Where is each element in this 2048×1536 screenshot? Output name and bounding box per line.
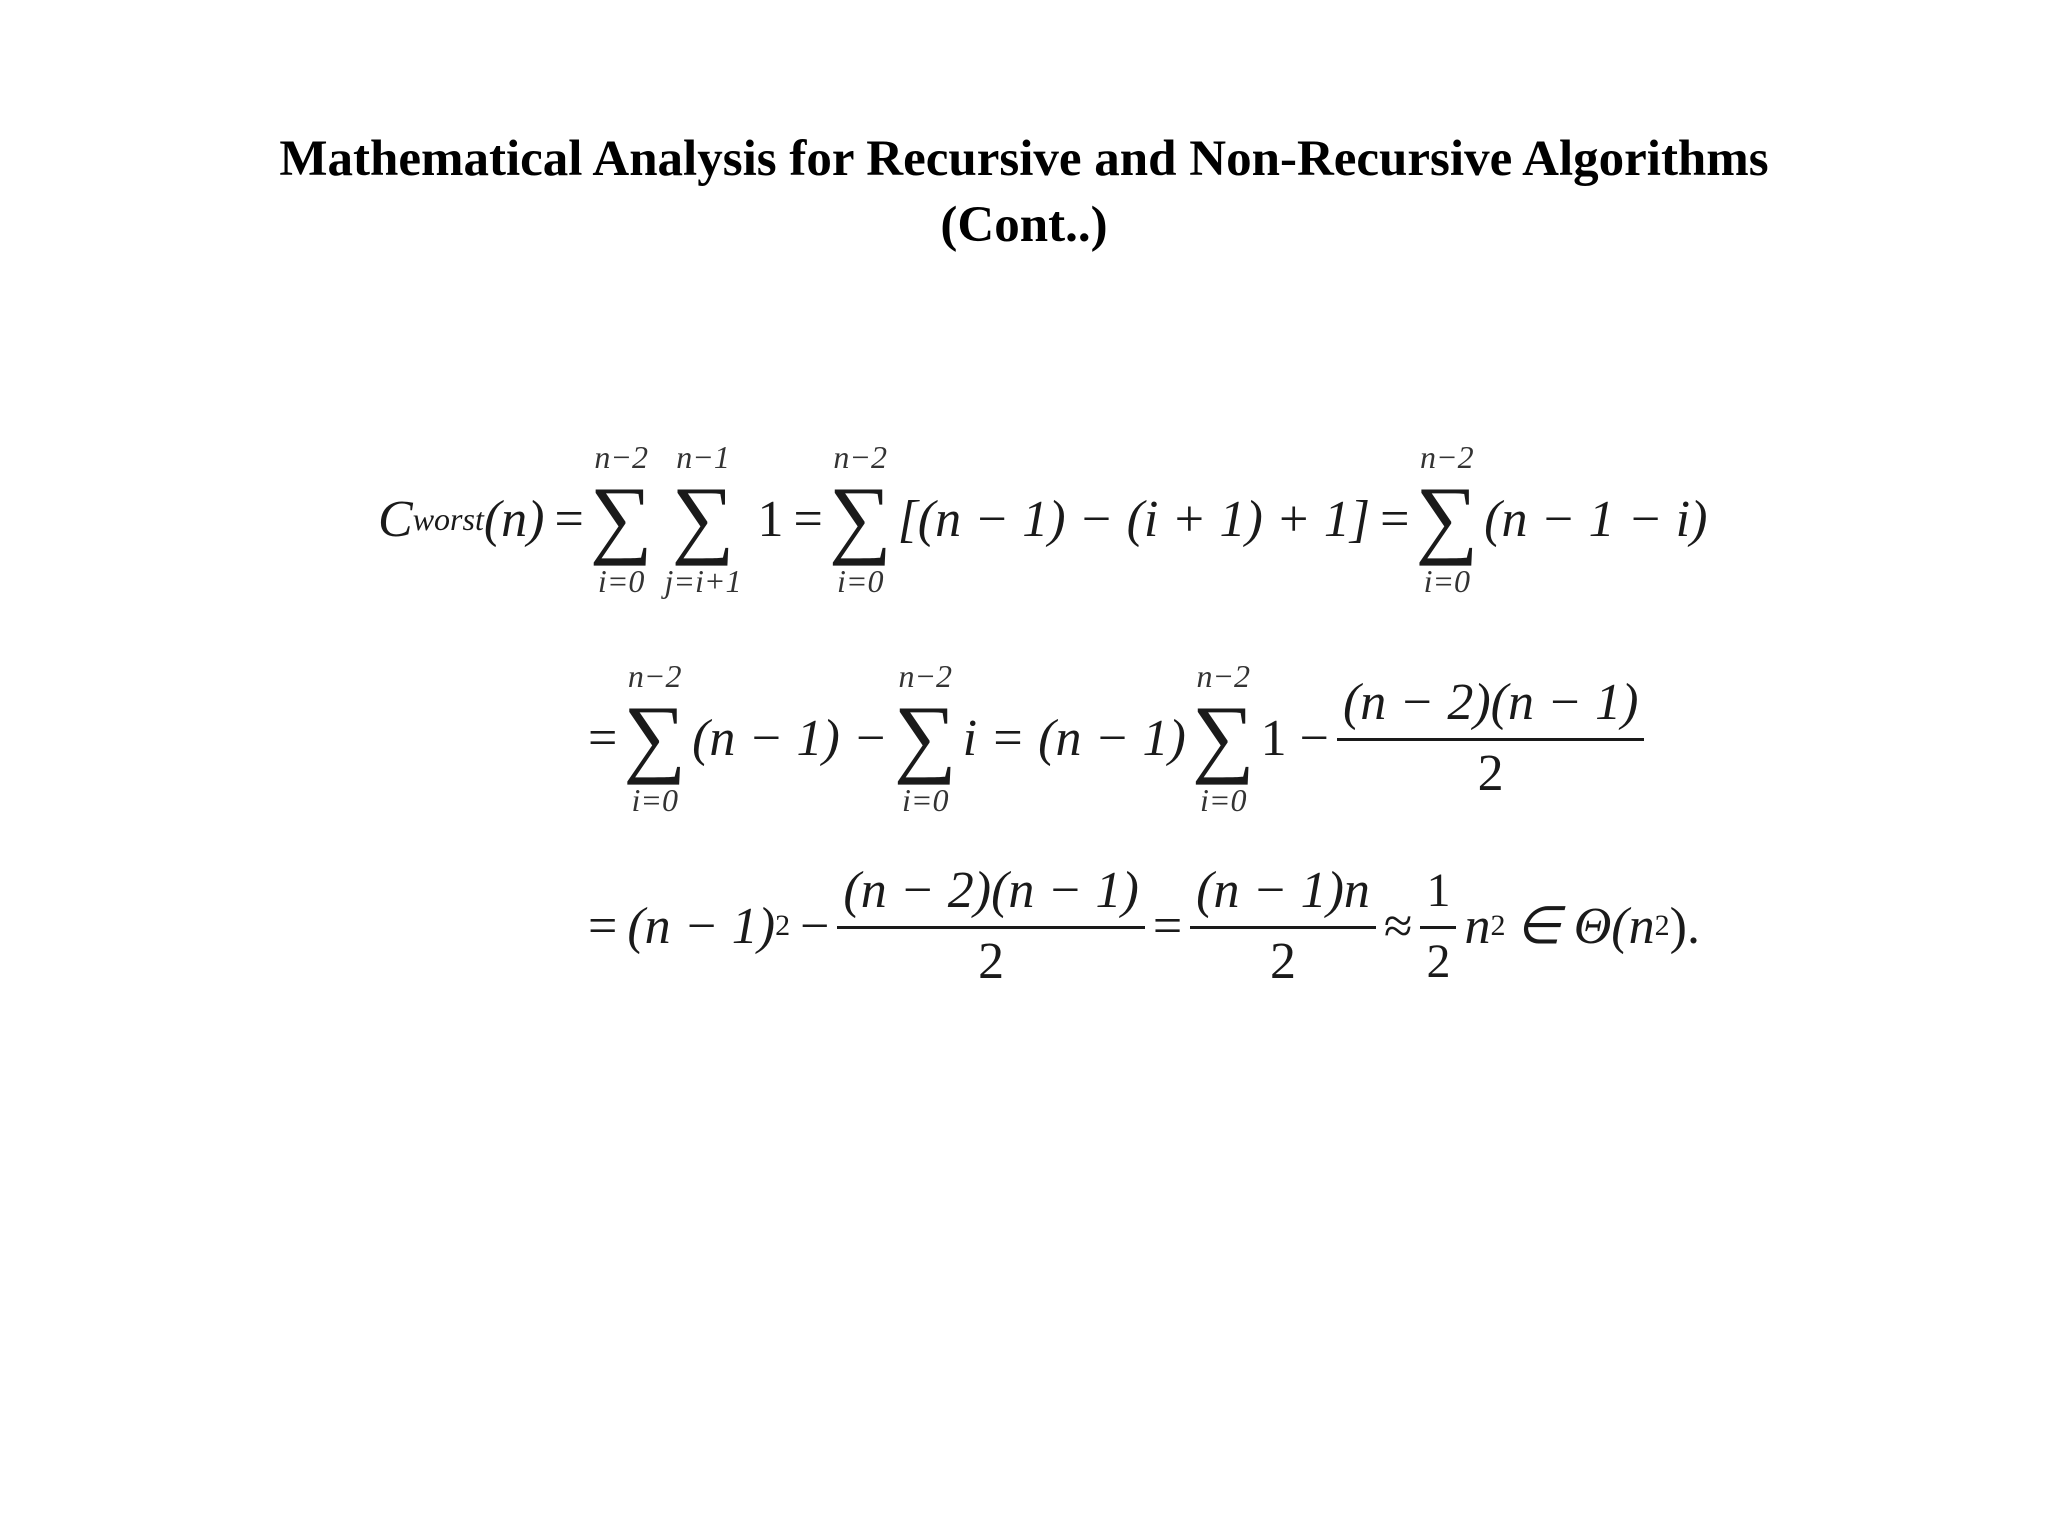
summation-i [894, 656, 957, 820]
fraction-numerator: 1 [1420, 862, 1456, 929]
fraction [1190, 862, 1376, 991]
exponent: 2 [1654, 909, 1670, 942]
summation-j [665, 437, 742, 601]
fraction-numerator: (n − 2)(n − 1) [1337, 674, 1644, 741]
fraction-denominator: 2 [1477, 744, 1504, 802]
n-minus-one-term: (n − 1) − [692, 709, 888, 767]
approx-sign: ≈ [1383, 897, 1413, 955]
n-minus-one-squared: (n − 1) [627, 897, 776, 955]
sigma-symbol: ∑ [589, 470, 653, 567]
fraction [1337, 674, 1644, 803]
equals-sign: = [1152, 897, 1183, 955]
lower-limit: i=0 [631, 782, 678, 818]
lower-limit: i=0 [1200, 782, 1247, 818]
equals-sign: = [1380, 490, 1410, 548]
fraction-numerator: (n − 2)(n − 1) [837, 862, 1144, 929]
slide-title-line2: (Cont..) [940, 197, 1108, 253]
closing: ). [1669, 897, 1700, 955]
upper-limit: n−2 [1196, 658, 1251, 694]
sigma-symbol: ∑ [1191, 689, 1255, 786]
fraction-denominator: 2 [1270, 932, 1297, 990]
equals-sign: = [588, 897, 618, 955]
term-one: 1 [757, 490, 784, 548]
formula-line-2 [588, 638, 1652, 838]
n-term: n [1464, 897, 1491, 955]
formula-line-1 [378, 419, 1707, 619]
summation-i [590, 437, 653, 601]
theta-expression: ∈ Θ(n [1515, 898, 1655, 955]
upper-limit: n−2 [833, 439, 887, 475]
bracket-term: [(n − 1) − (i + 1) + 1] [897, 490, 1371, 548]
fraction [837, 862, 1144, 991]
lhs-argument: (n) [483, 490, 545, 548]
summation-i [829, 437, 892, 601]
lower-limit: i=0 [1423, 563, 1471, 599]
slide-title-line1: Mathematical Analysis for Recursive and Non-Recursive Algorithms [279, 131, 1769, 187]
fraction-numerator: (n − 1)n [1190, 862, 1376, 929]
i-term: i = (n − 1) [962, 709, 1186, 767]
equals-sign: = [793, 490, 823, 548]
upper-limit: n−2 [1420, 439, 1474, 475]
lower-limit: i=0 [902, 782, 949, 818]
summation-i [1192, 656, 1255, 820]
sigma-symbol: ∑ [1415, 470, 1479, 567]
equals-sign: = [588, 709, 618, 767]
one-minus-term: 1 − [1260, 709, 1329, 767]
summation-i [623, 656, 686, 820]
sigma-symbol: ∑ [623, 689, 687, 786]
summation-i [1415, 437, 1478, 601]
minus-sign: − [800, 897, 830, 955]
equals-sign: = [554, 490, 584, 548]
upper-limit: n−2 [594, 439, 648, 475]
exponent: 2 [775, 909, 791, 942]
c-symbol: C [378, 490, 413, 548]
fraction [1420, 862, 1456, 991]
sigma-symbol: ∑ [671, 470, 735, 567]
sigma-symbol: ∑ [893, 689, 957, 786]
paren-term: (n − 1 − i) [1484, 490, 1708, 548]
lower-limit: i=0 [597, 563, 645, 599]
exponent: 2 [1490, 909, 1506, 942]
upper-limit: n−2 [627, 658, 682, 694]
worst-subscript: worst [412, 500, 484, 537]
lower-limit: j=i+1 [664, 563, 742, 599]
formula-line-3 [588, 826, 1700, 1026]
sigma-symbol: ∑ [828, 470, 892, 567]
fraction-denominator: 2 [978, 932, 1005, 990]
fraction-denominator: 2 [1426, 934, 1451, 988]
upper-limit: n−2 [898, 658, 953, 694]
slide-title [0, 126, 2048, 258]
lower-limit: i=0 [836, 563, 884, 599]
upper-limit: n−1 [676, 439, 730, 475]
